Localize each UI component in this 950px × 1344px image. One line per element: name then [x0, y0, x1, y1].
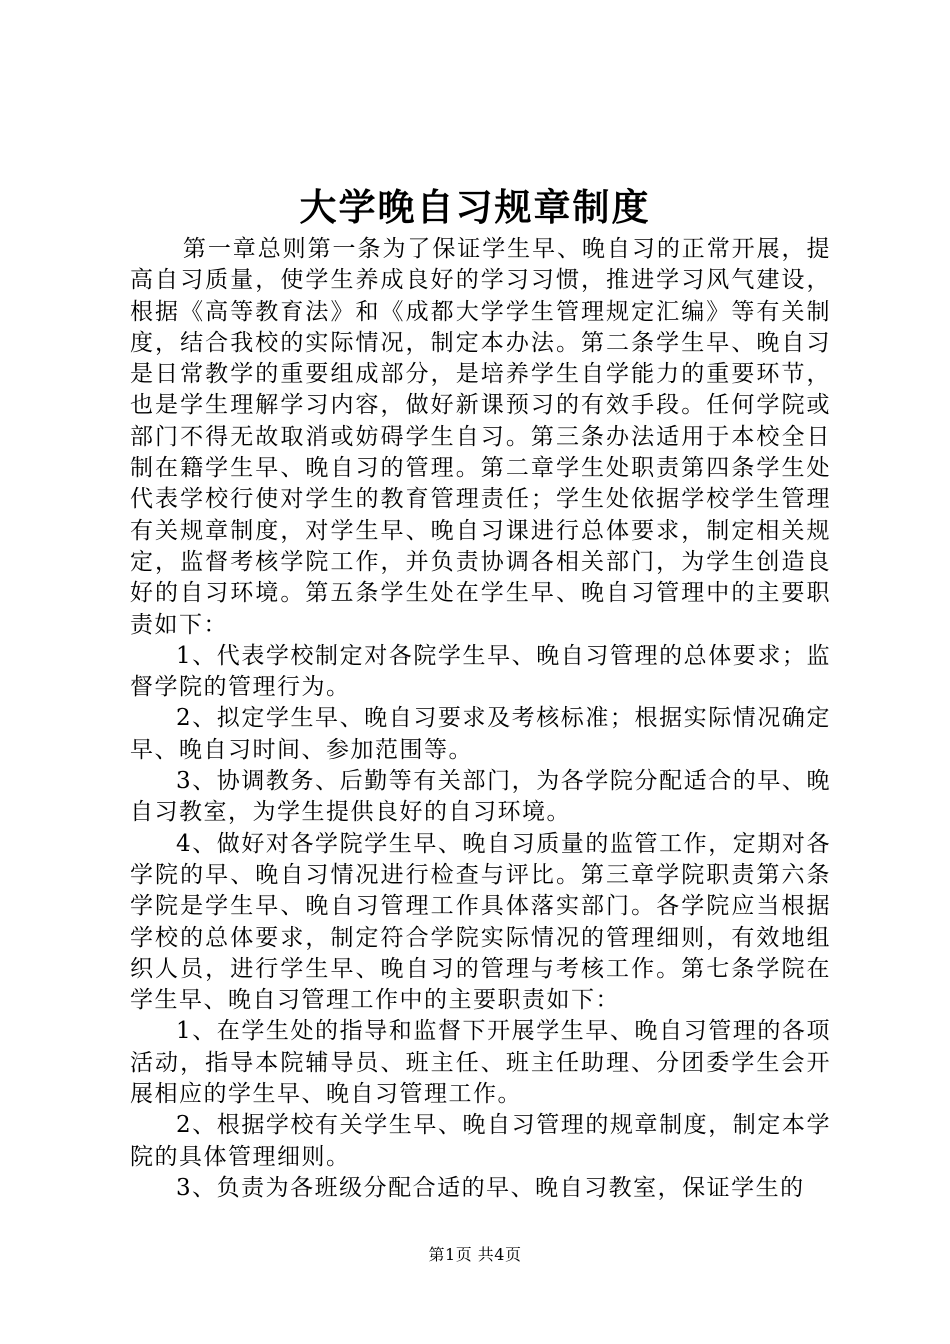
- paragraph-chapter-1-2: 第一章总则第一条为了保证学生早、晚自习的正常开展，提高自习质量，使学生养成良好的学习习惯，推进学习风气建设，根据《高等教育法》和《成都大学学生管理规定汇编》等有关制度，结合我校的实际情况，制定本办法。第二条学生早、晚自习是日常教学的重要组成部分，是培养学生自学能力的重要环节，也是学生理解学习内容，做好新课预习的有效手段。任何学院或部门不得无故取消或妨碍学生自习。第三条办法适用于本校全日制在籍学生早、晚自习的管理。第二章学生处职责第四条学生处代表学校行使对学生的教育管理责任；学生处依据学校学生管理有关规章制度，对学生早、晚自习课进行总体要求，制定相关规定，监督考核学院工作，并负责协调各相关部门，为学生创造良好的自习环境。第五条学生处在学生早、晚自习管理中的主要职责如下：: [130, 236, 831, 638]
- document-title: 大学晚自习规章制度: [299, 186, 651, 229]
- paragraph-item: 1、代表学校制定对各院学生早、晚自习管理的总体要求；监督学院的管理行为。: [130, 642, 831, 701]
- page-number-footer: 第1页 共4页: [428, 1245, 522, 1264]
- paragraph-item: 4、做好对各学院学生早、晚自习质量的监管工作，定期对各学院的早、晚自习情况进行检查与评比。第三章学院职责第六条学院是学生早、晚自习管理工作具体落实部门。各学院应当根据学校的总体要求，制定符合学院实际情况的管理细则，有效地组织人员，进行学生早、晚自习的管理与考核工作。第七条学院在学生早、晚自习管理工作中的主要职责如下：: [130, 830, 831, 1014]
- paragraph-item: 2、拟定学生早、晚自习要求及考核标准；根据实际情况确定早、晚自习时间、参加范围等。: [130, 705, 831, 763]
- paragraph-item: 2、根据学校有关学生早、晚自习管理的规章制度，制定本学院的具体管理细则。: [130, 1112, 831, 1170]
- paragraph-item: 3、负责为各班级分配合适的早、晚自习教室，保证学生的: [176, 1174, 805, 1201]
- paragraph-item: 1、在学生处的指导和监督下开展学生早、晚自习管理的各项活动，指导本院辅导员、班主任、班主任助理、分团委学生会开展相应的学生早、晚自习管理工作。: [130, 1018, 831, 1108]
- document-body: [130, 234, 831, 1204]
- paragraph-item: 3、协调教务、后勤等有关部门，为各学院分配适合的早、晚自习教室，为学生提供良好的自习环境。: [130, 768, 831, 826]
